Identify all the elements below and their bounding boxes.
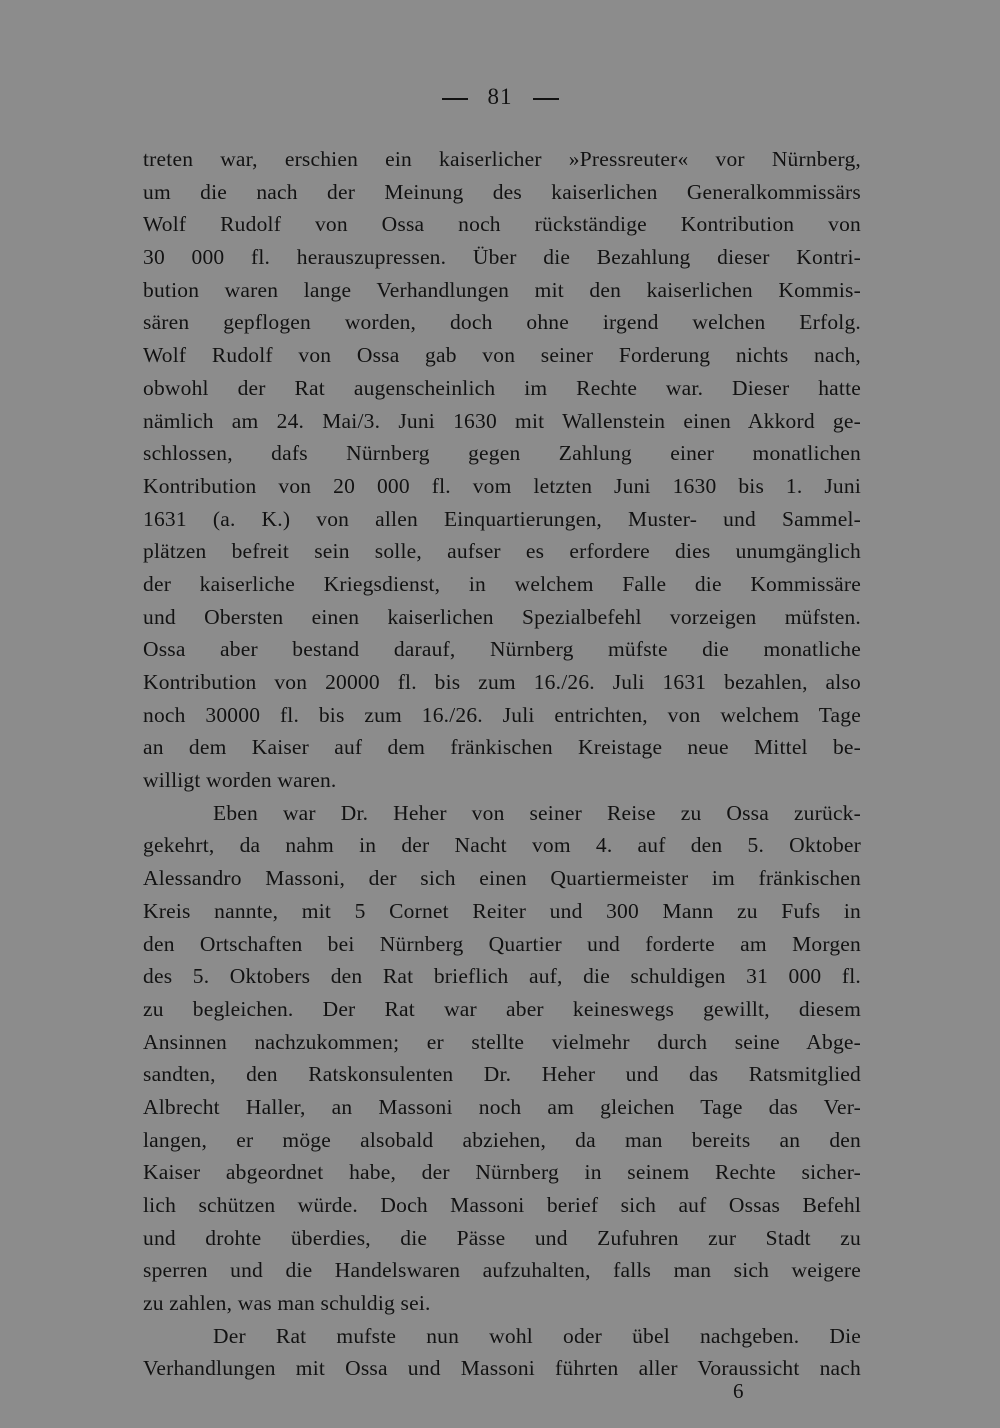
page-header	[0, 84, 1000, 110]
paragraph	[143, 1320, 861, 1385]
page-number: 81	[487, 84, 513, 109]
text-line: zu begleichen. Der Rat war aber keineswegs gewillt, diesem	[143, 996, 861, 1021]
text-line: Ansinnen nachzukommen; er stellte vielmehr durch seine Abge-	[143, 1029, 861, 1054]
text-line: Der Rat mufste nun wohl oder übel nachgeben. Die	[213, 1323, 861, 1348]
text-line: Kreis nannte, mit 5 Cornet Reiter und 300 Mann zu Fufs in	[143, 898, 861, 923]
header-dash-left	[442, 98, 468, 100]
text-line: treten war, erschien ein kaiserlicher »Pressreuter« vor Nürnberg,	[143, 147, 861, 171]
text-line: Albrecht Haller, an Massoni noch am gleichen Tage das Ver-	[143, 1094, 861, 1119]
text-line: Wolf Rudolf von Ossa gab von seiner Forderung nichts nach,	[143, 343, 861, 368]
text-line: plätzen befreit sein solle, aufser es erfordere dies unumgänglich	[143, 539, 861, 564]
text-line: Verhandlungen mit Ossa und Massoni führten aller Voraussicht nach	[143, 1356, 861, 1381]
text-line: Ossa aber bestand darauf, Nürnberg müfste die monatliche	[143, 637, 861, 662]
paragraph	[143, 143, 861, 797]
text-line: willigt worden waren.	[143, 768, 337, 793]
text-line: sandten, den Ratskonsulenten Dr. Heher und das Ratsmitglied	[143, 1062, 861, 1087]
text-line: gekehrt, da nahm in der Nacht vom 4. auf den 5. Oktober	[143, 833, 861, 858]
text-line: sperren und die Handelswaren aufzuhalten, falls man sich weigere	[143, 1258, 861, 1283]
text-line: und Obersten einen kaiserlichen Spezialbefehl vorzeigen müfsten.	[143, 604, 861, 629]
text-line: und drohte überdies, die Pässe und Zufuhren zur Stadt zu	[143, 1225, 861, 1250]
text-line: Wolf Rudolf von Ossa noch rückständige Kontribution von	[143, 212, 861, 237]
text-line: des 5. Oktobers den Rat brieflich auf, die schuldigen 31 000 fl.	[143, 964, 861, 989]
text-line: den Ortschaften bei Nürnberg Quartier und forderte am Morgen	[143, 931, 861, 956]
text-line: um die nach der Meinung des kaiserlichen Generalkommissärs	[143, 179, 861, 204]
text-line: Kontribution von 20 000 fl. vom letzten Juni 1630 bis 1. Juni	[143, 473, 861, 498]
text-line: bution waren lange Verhandlungen mit den kaiserlichen Kommis-	[143, 277, 861, 302]
text-line: sären gepflogen worden, doch ohne irgend welchen Erfolg.	[143, 310, 861, 335]
text-line: lich schützen würde. Doch Massoni berief sich auf Ossas Befehl	[143, 1193, 861, 1217]
signature-mark: 6	[733, 1379, 744, 1403]
text-line: nämlich am 24. Mai/3. Juni 1630 mit Wallenstein einen Akkord ge-	[143, 408, 861, 433]
text-line: Kontribution von 20000 fl. bis zum 16./26. Juli 1631 bezahlen, also	[143, 670, 861, 694]
body-text	[143, 143, 861, 1385]
text-line: schlossen, dafs Nürnberg gegen Zahlung einer monatlichen	[143, 441, 861, 466]
text-line: Eben war Dr. Heher von seiner Reise zu Ossa zurück-	[213, 800, 861, 825]
text-line: 1631 (a. K.) von allen Einquartierungen, Muster- und Sammel-	[143, 506, 861, 531]
text-line: langen, er möge alsobald abziehen, da man bereits an den	[143, 1127, 861, 1152]
text-line: noch 30000 fl. bis zum 16./26. Juli entrichten, von welchem Tage	[143, 702, 861, 727]
text-line: Alessandro Massoni, der sich einen Quartiermeister im fränkischen	[143, 866, 861, 891]
text-line: Kaiser abgeordnet habe, der Nürnberg in seinem Rechte sicher-	[143, 1160, 861, 1185]
header-dash-right	[533, 98, 559, 100]
paragraph	[143, 797, 861, 1320]
text-line: an dem Kaiser auf dem fränkischen Kreistage neue Mittel be-	[143, 735, 861, 760]
text-line: obwohl der Rat augenscheinlich im Rechte war. Dieser hatte	[143, 375, 861, 400]
text-line: zu zahlen, was man schuldig sei.	[143, 1291, 431, 1316]
text-line: der kaiserliche Kriegsdienst, in welchem Falle die Kommissäre	[143, 571, 861, 596]
text-line: 30 000 fl. herauszupressen. Über die Bezahlung dieser Kontri-	[143, 245, 861, 270]
